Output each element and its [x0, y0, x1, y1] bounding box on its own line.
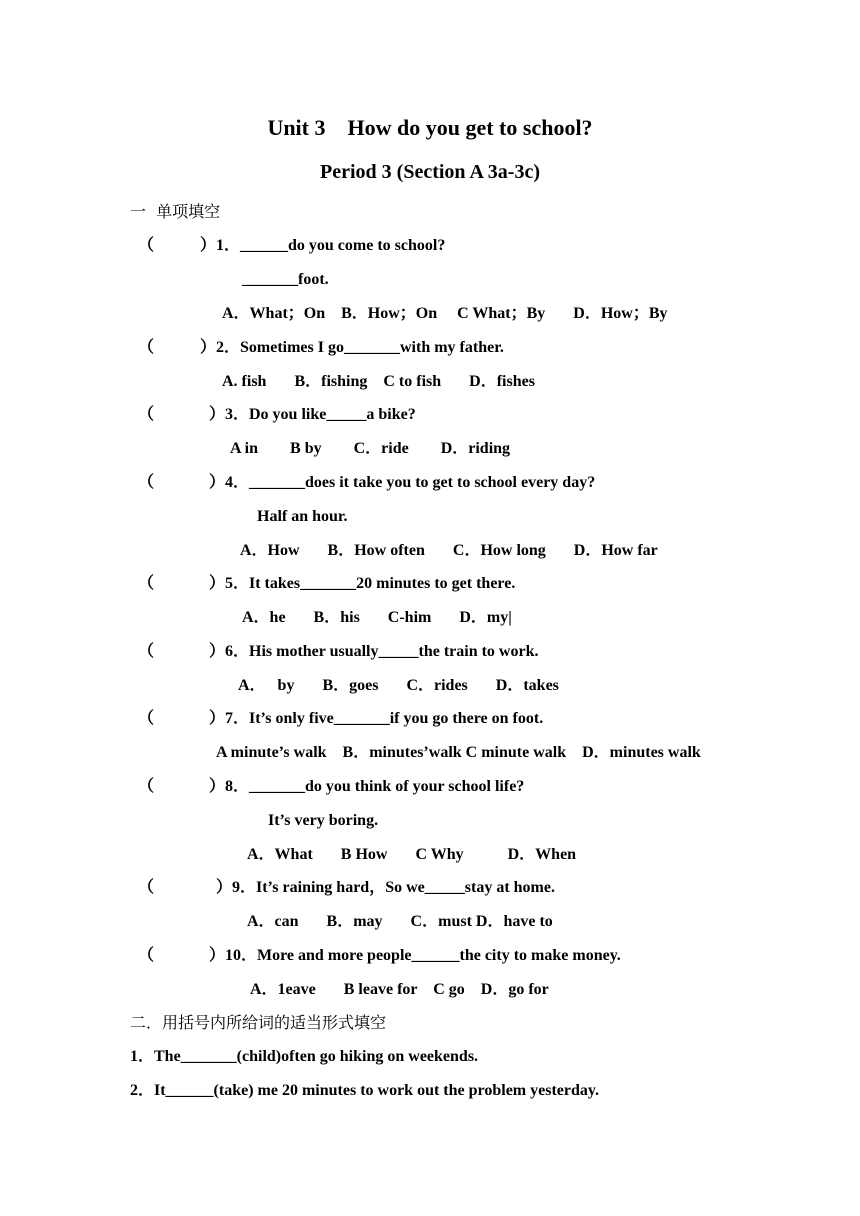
q2-stem: ）2．Sometimes I go_______with my father. [200, 339, 504, 356]
q5-bracket: （ [138, 575, 155, 592]
q9-bracket: （ [138, 879, 155, 896]
q7-stem: ）7．It’s only five_______if you go there on foot. [209, 710, 544, 727]
q4-options: A．How B．How often C．How long D．How far [240, 542, 658, 559]
q9-options: A．can B．may C．must D．have to [247, 913, 553, 930]
q4-answer-line: Half an hour. [257, 508, 348, 525]
q10-stem: ）10．More and more people______the city to make money. [209, 947, 621, 964]
section2-heading: 二．用括号内所给词的适当形式填空 [130, 1013, 387, 1032]
q10-options: A．1eave B leave for C go D．go for [250, 981, 549, 998]
q3-options: A in B by C．ride D．riding [230, 440, 511, 457]
page-subtitle: Period 3 (Section A 3a-3c) [320, 161, 540, 183]
q10-bracket: （ [138, 947, 155, 964]
q5-stem: ）5．It takes_______20 minutes to get there. [209, 575, 516, 592]
q7-options: A minute’s walk B．minutes’walk C minute walk D．minutes walk [216, 744, 701, 761]
section2-item-2: 2．It______(take) me 20 minutes to work out the problem yesterday. [130, 1082, 599, 1099]
q2-bracket: （ [138, 339, 155, 356]
section1-heading: 一 单项填空 [130, 202, 221, 221]
q9-stem: ）9．It’s raining hard，So we_____stay at home. [216, 879, 555, 896]
section2-item-1: 1．The_______(child)often go hiking on weekends. [130, 1048, 479, 1065]
q8-bracket: （ [138, 778, 155, 795]
page-title: Unit 3 How do you get to school? [267, 115, 593, 140]
q3-bracket: （ [138, 406, 155, 423]
q8-options: A．What B How C Why D．When [247, 846, 577, 863]
q6-stem: ）6．His mother usually_____the train to work. [209, 643, 539, 660]
q8-stem: ）8．_______do you think of your school life? [209, 778, 525, 795]
q5-options: A．he B．his C-him D．my| [242, 609, 512, 626]
q2-options: A. fish B．fishing C to fish D．fishes [222, 373, 535, 390]
q1-options: A．What；On B．How；On C What；By D．How；By [222, 305, 668, 322]
q4-bracket: （ [138, 474, 155, 491]
q1-bracket: （ [138, 237, 155, 254]
q1-stem: ）1．______do you come to school? [200, 237, 446, 254]
q4-stem: ）4．_______does it take you to get to school every day? [209, 474, 596, 491]
q6-options: A． by B．goes C．rides D．takes [238, 677, 559, 694]
q1-answer-line: _______foot. [242, 271, 329, 288]
q6-bracket: （ [138, 643, 155, 660]
q3-stem: ）3．Do you like_____a bike? [209, 406, 416, 423]
q8-answer-line: It’s very boring. [268, 812, 379, 829]
q7-bracket: （ [138, 710, 155, 727]
